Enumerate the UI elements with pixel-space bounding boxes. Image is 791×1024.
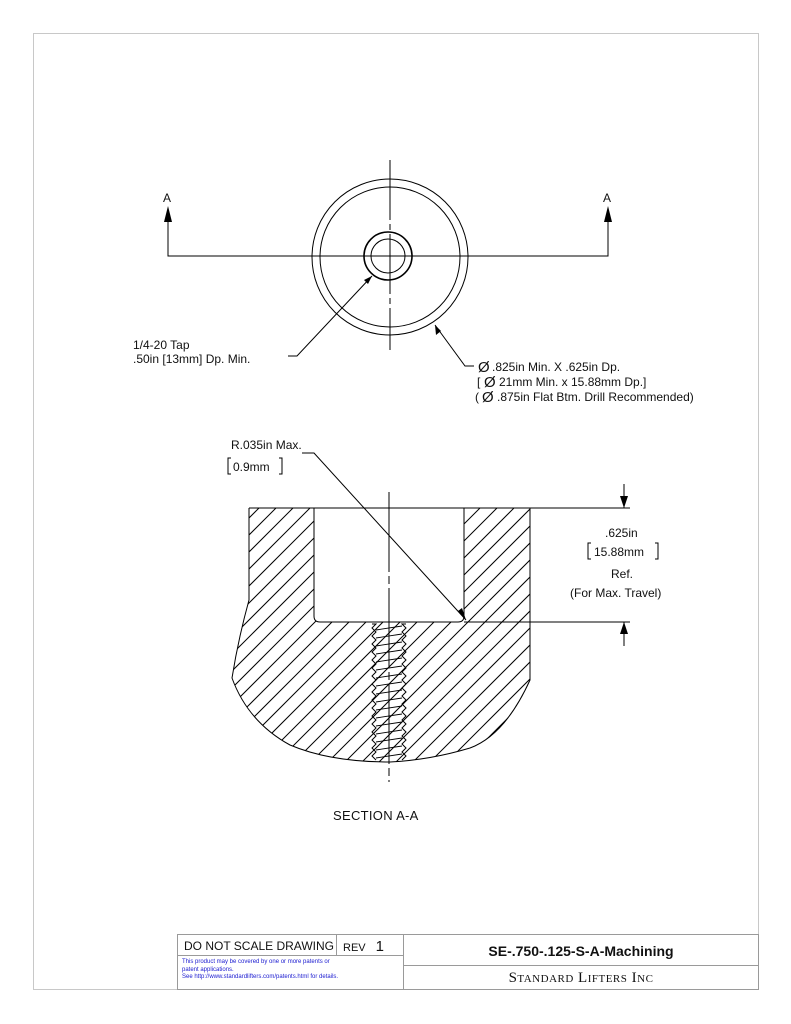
patent-notice [177, 955, 404, 990]
do-not-scale-label: DO NOT SCALE DRAWING [177, 934, 337, 956]
title-block [177, 930, 759, 990]
diameter-symbol-2: Ø [484, 374, 496, 391]
section-title: SECTION A-A [333, 808, 419, 823]
bore-callout-line3: .875in Flat Btm. Drill Recommended) [497, 390, 694, 404]
depth-callout-line2: 15.88mm [594, 545, 645, 559]
section-marker-left: A [163, 191, 172, 205]
depth-callout-line4: (For Max. Travel) [570, 586, 662, 600]
section-marker-right: A [603, 191, 612, 205]
radius-leader-arrow [458, 608, 466, 620]
bore-callout-line2: 21mm Min. x 15.88mm Dp.] [499, 375, 647, 389]
depth-callout-line1: .625in [605, 526, 638, 540]
section-view [0, 438, 791, 823]
patent-line-3[interactable]: See http://www.standardlifters.com/patents.html for details. [182, 974, 339, 980]
depth-arrow-bottom [620, 622, 628, 634]
section-arrow-right [604, 206, 612, 222]
bore-paren-open: ( [475, 390, 479, 404]
bore-leader-arrow [435, 325, 441, 335]
diameter-symbol-3: Ø [482, 389, 494, 406]
radius-leader [302, 453, 466, 620]
radius-callout-line2: 0.9mm [233, 460, 270, 474]
revision-label: REV [343, 942, 366, 954]
tap-leader [288, 276, 372, 356]
revision-value: 1 [375, 938, 384, 955]
company-name: Standard Lifters Inc [403, 965, 759, 990]
bore-bracket-open: [ [477, 375, 481, 389]
patent-line-2: patent applications. [182, 966, 234, 973]
radius-callout-line1: R.035in Max. [231, 438, 302, 452]
section-hatching [0, 480, 791, 780]
revision-cell [336, 934, 404, 956]
bore-callout-line1: .825in Min. X .625in Dp. [492, 360, 621, 374]
diameter-symbol-1: Ø [478, 359, 490, 376]
depth-arrow-top [620, 496, 628, 508]
bore-leader [435, 325, 474, 366]
depth-callout-line3: Ref. [611, 567, 634, 581]
tap-callout-line2: .50in [13mm] Dp. Min. [133, 352, 251, 366]
part-number: SE-.750-.125-S-A-Machining [403, 934, 759, 966]
patent-line-1: This product may be covered by one or more patents or [182, 959, 330, 965]
section-arrow-left [164, 206, 172, 222]
top-view [133, 160, 694, 406]
tap-callout-line1: 1/4-20 Tap [133, 338, 190, 352]
